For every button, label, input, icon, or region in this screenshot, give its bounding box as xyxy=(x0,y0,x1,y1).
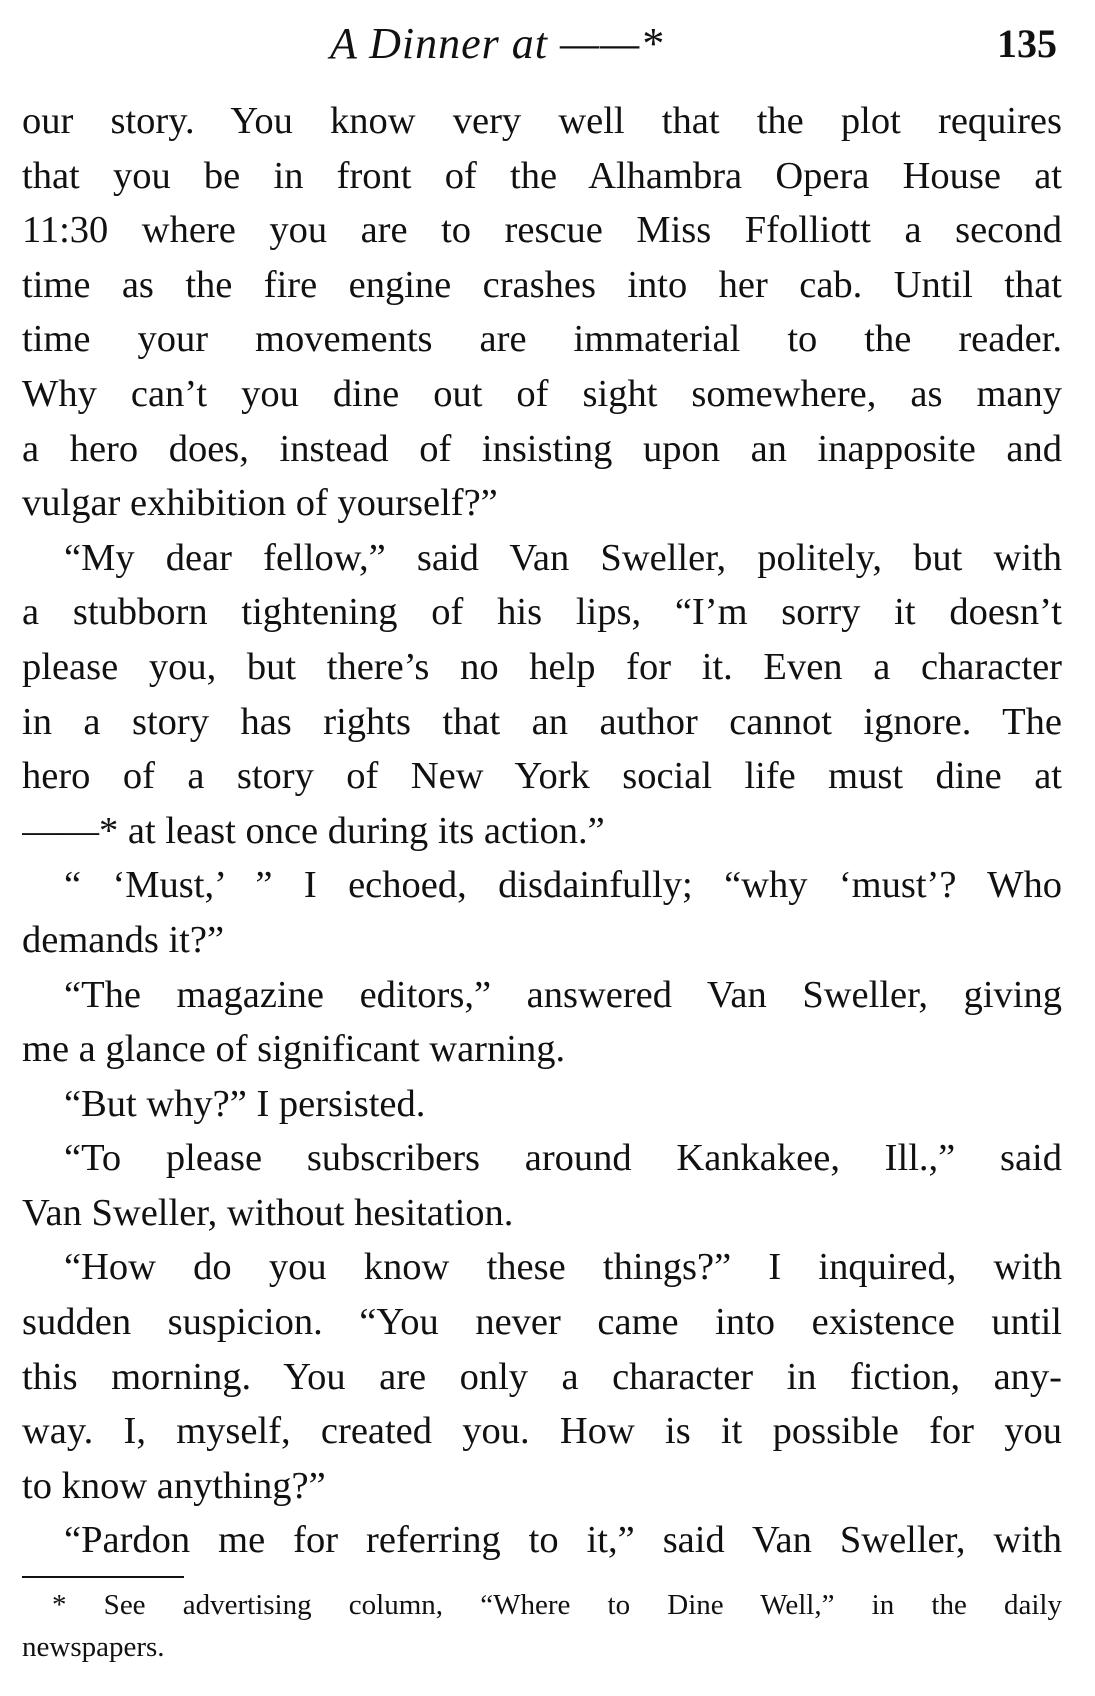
text-line: me a glance of significant warning. xyxy=(22,1028,566,1071)
text-line: that you be in front of the Alhambra Opera House at xyxy=(22,154,1062,197)
text-line: “How do you know these things?” I inquired, with xyxy=(64,1246,1062,1289)
text-line: please you, but there’s no help for it. Even a character xyxy=(22,645,1062,688)
text-line: Why can’t you dine out of sight somewhere, as many xyxy=(22,372,1062,415)
text-line: 11:30 where you are to rescue Miss Ffolliott a second xyxy=(22,209,1062,252)
text-line: in a story has rights that an author cannot ignore. The xyxy=(22,700,1062,743)
running-header xyxy=(0,14,1095,74)
footnote-line: * See advertising column, “Where to Dine Well,” in the daily xyxy=(52,1589,1062,1621)
text-line: “To please subscribers around Kankakee, Ill.,” said xyxy=(64,1137,1062,1180)
footnote-rule xyxy=(22,1576,184,1578)
text-line: Van Sweller, without hesitation. xyxy=(22,1191,514,1234)
text-line: hero of a story of New York social life must dine at xyxy=(22,755,1062,798)
text-line: sudden suspicion. “You never came into existence until xyxy=(22,1301,1062,1344)
footnote xyxy=(22,1584,1062,1668)
footnote-line: newspapers. xyxy=(22,1631,165,1663)
text-line: time as the fire engine crashes into her cab. Until that xyxy=(22,263,1062,306)
text-line: ——* at least once during its action.” xyxy=(22,809,605,852)
text-line: “ ‘Must,’ ” I echoed, disdainfully; “why ‘must’? Who xyxy=(64,864,1062,907)
text-line: our story. You know very well that the plot requires xyxy=(22,100,1062,142)
text-line: “But why?” I persisted. xyxy=(64,1082,426,1125)
text-line: vulgar exhibition of yourself?” xyxy=(22,482,498,525)
text-line: time your movements are immaterial to the reader. xyxy=(22,318,1062,361)
text-line: demands it?” xyxy=(22,918,225,961)
text-line: this morning. You are only a character in fiction, any- xyxy=(22,1355,1062,1398)
text-line: a stubborn tightening of his lips, “I’m sorry it doesn’t xyxy=(22,591,1062,634)
page-number: 135 xyxy=(997,21,1057,66)
running-title: A Dinner at ——* xyxy=(330,19,664,68)
text-line: to know anything?” xyxy=(22,1464,326,1507)
text-line: way. I, myself, created you. How is it possible for you xyxy=(22,1410,1062,1453)
text-line: a hero does, instead of insisting upon an inapposite and xyxy=(22,427,1062,470)
text-line: “My dear fellow,” said Van Sweller, politely, but with xyxy=(64,536,1062,579)
body-text xyxy=(22,94,1062,1568)
text-line: “Pardon me for referring to it,” said Van Sweller, with xyxy=(64,1519,1062,1562)
text-line: “The magazine editors,” answered Van Sweller, giving xyxy=(64,973,1062,1016)
